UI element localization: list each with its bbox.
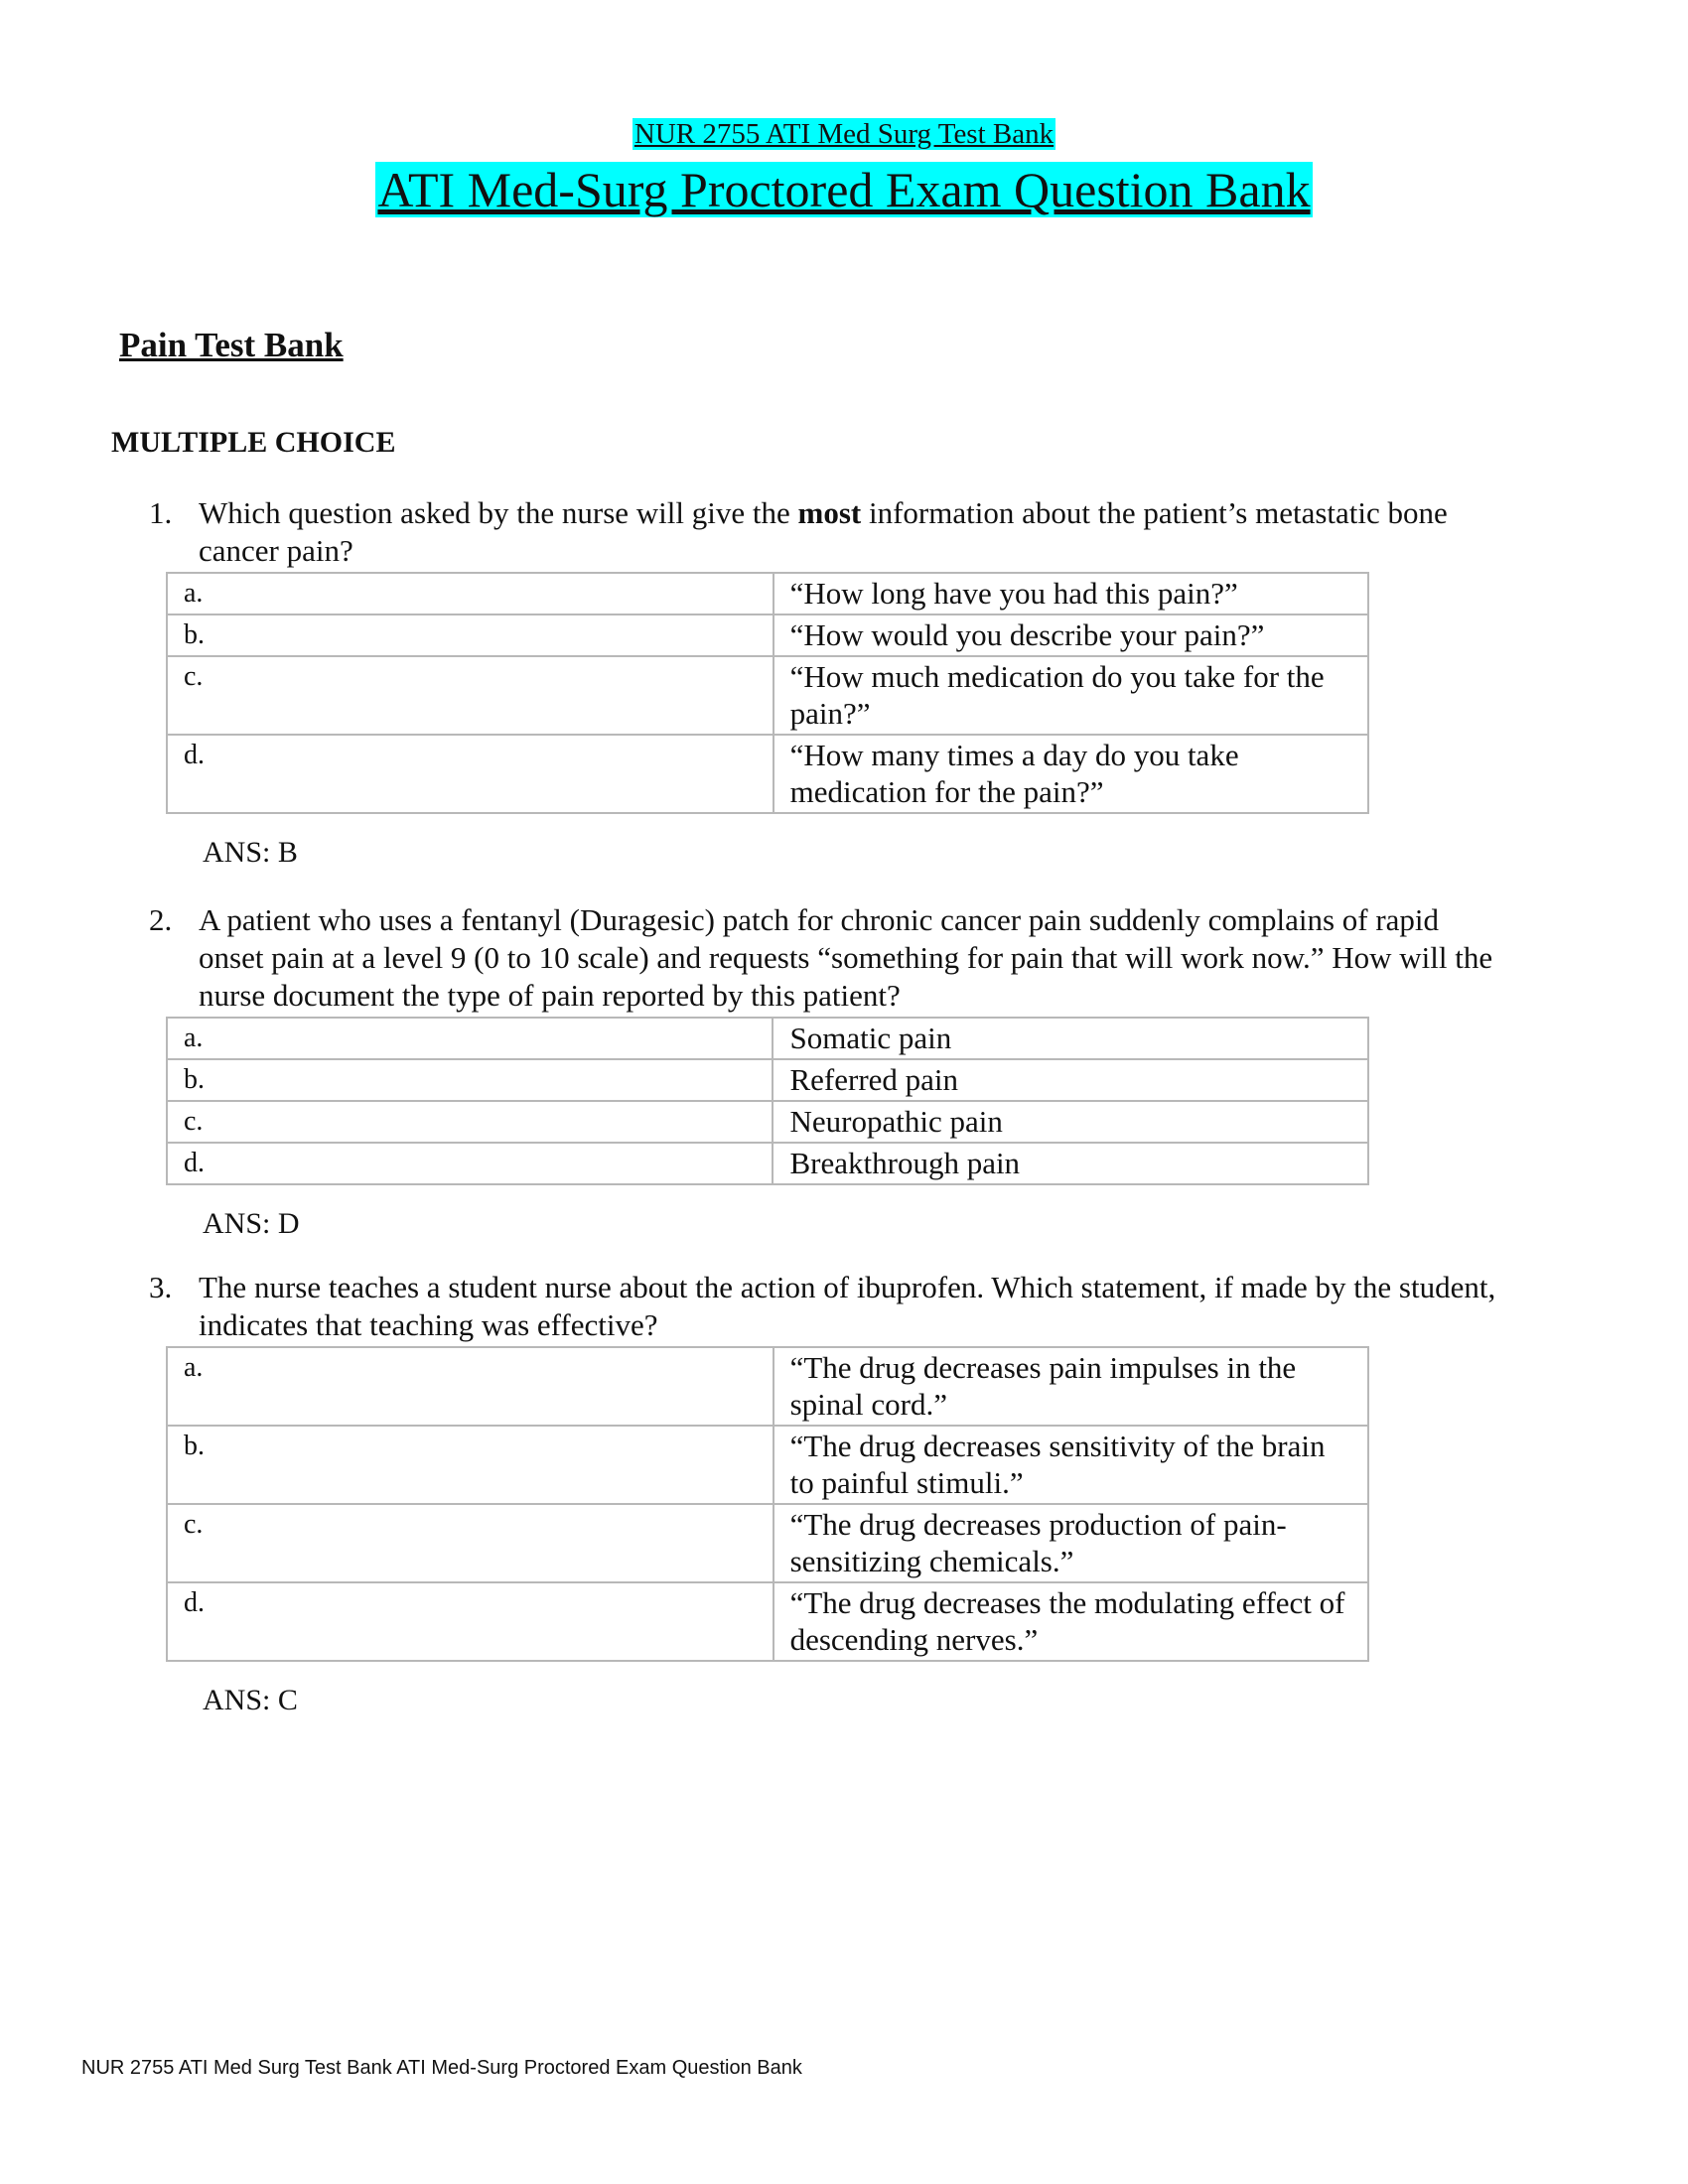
option-text: “How long have you had this pain?” [774, 573, 1368, 614]
question-text-part: The nurse teaches a student nurse about the action of ibuprofen. Which statement, if made by the student, indicates that teaching was effective? [199, 1270, 1496, 1342]
options-table [166, 572, 1369, 814]
option-text: Breakthrough pain [773, 1143, 1368, 1184]
option-text: “The drug decreases sensitivity of the brain to painful stimuli.” [774, 1426, 1368, 1504]
option-row [167, 1101, 1368, 1143]
option-letter: a. [167, 573, 774, 614]
option-row [167, 1059, 1368, 1101]
option-row [167, 1018, 1368, 1059]
option-row [167, 1143, 1368, 1184]
option-row [167, 1347, 1368, 1426]
question-text [149, 901, 1499, 1015]
option-letter: c. [167, 1504, 774, 1582]
option-letter: d. [167, 735, 774, 813]
question-text [149, 1269, 1499, 1344]
title-highlight: ATI Med-Surg Proctored Exam Question Bank [377, 162, 1311, 217]
question-2 [149, 901, 1499, 1243]
document-subtitle [0, 115, 1688, 153]
question-number: 1. [149, 495, 173, 530]
option-text: “How would you describe your pain?” [774, 614, 1368, 656]
option-letter: c. [167, 656, 774, 735]
option-letter: a. [167, 1347, 774, 1426]
answer-key: ANS: B [203, 836, 298, 869]
question-text-part: information about the patient’s metastatic bone cancer pain? [199, 495, 1448, 568]
page-footer: NUR 2755 ATI Med Surg Test Bank ATI Med-Surg Proctored Exam Question Bank [81, 2057, 802, 2079]
answer-key: ANS: C [203, 1684, 298, 1716]
option-row [167, 1582, 1368, 1661]
option-row [167, 573, 1368, 614]
option-text: “How much medication do you take for the pain?” [774, 656, 1368, 735]
question-number: 2. [149, 902, 173, 937]
question-3 [149, 1269, 1499, 1719]
question-emphasis: most [797, 495, 862, 530]
option-row [167, 656, 1368, 735]
option-letter: d. [167, 1582, 774, 1661]
option-text: “The drug decreases pain impulses in the spinal cord.” [774, 1347, 1368, 1426]
subtitle-highlight: NUR 2755 ATI Med Surg Test Bank [633, 118, 1055, 150]
option-row [167, 614, 1368, 656]
answer-key: ANS: D [203, 1207, 300, 1240]
option-letter: b. [167, 1426, 774, 1504]
option-text: Referred pain [773, 1059, 1368, 1101]
option-letter: b. [167, 1059, 773, 1101]
option-text: Somatic pain [773, 1018, 1368, 1059]
option-letter: b. [167, 614, 774, 656]
option-row [167, 1426, 1368, 1504]
question-text-part: A patient who uses a fentanyl (Duragesic) patch for chronic cancer pain suddenly complains of rapid onset pain at a level 9 (0 to 10 scale) and requests “something for pain that will work now.” How will the nurse document the type of pain reported by this patient? [199, 902, 1493, 1013]
option-letter: a. [167, 1018, 773, 1059]
option-row [167, 735, 1368, 813]
option-text: “The drug decreases the modulating effect of descending nerves.” [774, 1582, 1368, 1661]
question-number: 3. [149, 1270, 173, 1304]
options-table [166, 1346, 1369, 1662]
option-text: Neuropathic pain [773, 1101, 1368, 1143]
question-text [149, 494, 1499, 570]
question-type-heading: MULTIPLE CHOICE [111, 426, 396, 459]
document-title [0, 159, 1688, 220]
section-title: Pain Test Bank [119, 326, 344, 364]
option-row [167, 1504, 1368, 1582]
option-text: “How many times a day do you take medication for the pain?” [774, 735, 1368, 813]
option-text: “The drug decreases production of pain-sensitizing chemicals.” [774, 1504, 1368, 1582]
options-table [166, 1017, 1369, 1185]
question-text-part: Which question asked by the nurse will give the [199, 495, 798, 530]
question-1 [149, 494, 1499, 872]
option-letter: c. [167, 1101, 773, 1143]
option-letter: d. [167, 1143, 773, 1184]
